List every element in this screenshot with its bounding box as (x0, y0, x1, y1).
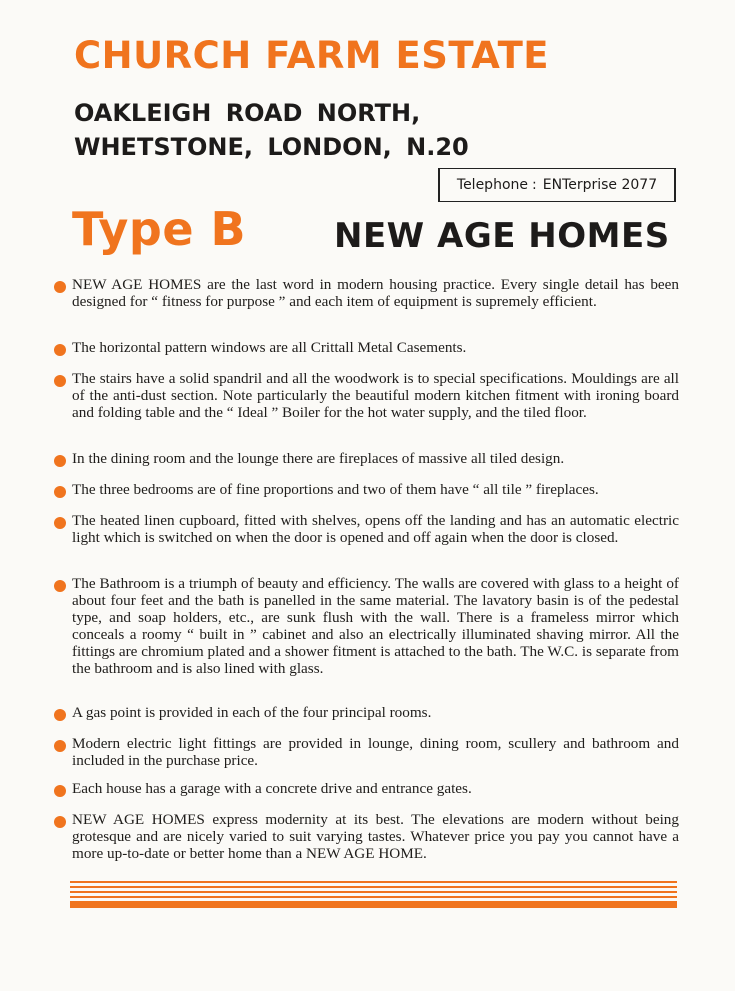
feature-text: The Bathroom is a triumph of beauty and efficiency. The walls are covered with glass to a height of about four feet and the bath is panelled in the same material. The lavatory basin is of the pedestal type, and soap holders, etc., are sunk flush with the wall. There is a frameless mirror which conceals a roomy “ built in ” cabinet and also an electrically illuminated shaving mirror. All the fittings are chromium plated and a shower fitment is attached to the bath. The W.C. is separate from the bathroom and is also lined with glass. (72, 575, 679, 677)
address-line-2: WHETSTONE, LONDON, N.20 (74, 133, 469, 161)
bullet-icon (54, 281, 66, 293)
house-type-label: Type B (72, 202, 247, 256)
rule-line-thick (70, 901, 677, 908)
bullet-icon (54, 709, 66, 721)
bullet-icon (54, 580, 66, 592)
feature-text: In the dining room and the lounge there are fireplaces of massive all tiled design. (72, 450, 565, 467)
feature-item (54, 340, 679, 357)
feature-text: The heated linen cupboard, fitted with shelves, opens off the landing and has an automatic electric light which is switched on when the door is opened and off again when the door is closed. (72, 512, 679, 546)
address-line-1: OAKLEIGH ROAD NORTH, (74, 99, 421, 127)
feature-text: The three bedrooms are of fine proportions and two of them have “ all tile ” fireplaces. (72, 481, 599, 498)
feature-text: NEW AGE HOMES are the last word in modern housing practice. Every single detail has been designed for “ fitness for purpose ” and each item of equipment is supremely efficient. (72, 276, 679, 310)
bullet-icon (54, 375, 66, 387)
feature-text: A gas point is provided in each of the four principal rooms. (72, 704, 432, 721)
feature-item (54, 576, 679, 677)
bullet-icon (54, 486, 66, 498)
telephone-number: ENTerprise 2077 (542, 177, 658, 193)
feature-item (54, 781, 679, 798)
feature-item (54, 277, 679, 311)
feature-text: The horizontal pattern windows are all Crittall Metal Casements. (72, 339, 467, 356)
feature-item (54, 812, 679, 863)
rule-line (70, 891, 677, 893)
feature-item (54, 513, 679, 547)
bullet-icon (54, 455, 66, 467)
estate-title: CHURCH FARM ESTATE (74, 34, 550, 77)
feature-text: NEW AGE HOMES express modernity at its best. The elevations are modern without being grotesque and are nicely varied to suit varying tastes. Whatever price you pay you cannot have a more up-to-date or better home than a NEW AGE HOME. (72, 811, 679, 862)
telephone-box (438, 168, 676, 202)
feature-item (54, 705, 679, 722)
feature-text: Each house has a garage with a concrete drive and entrance gates. (72, 780, 472, 797)
rule-line (70, 881, 677, 883)
feature-item (54, 736, 679, 770)
bullet-icon (54, 740, 66, 752)
rule-line (70, 896, 677, 898)
rule-line (70, 886, 677, 888)
decorative-rules (70, 881, 677, 908)
feature-item (54, 371, 679, 422)
bullet-icon (54, 785, 66, 797)
telephone-separator: : (532, 177, 537, 193)
feature-item (54, 451, 679, 468)
telephone-label: Telephone (456, 177, 528, 193)
bullet-icon (54, 517, 66, 529)
feature-item (54, 482, 679, 499)
bullet-icon (54, 816, 66, 828)
bullet-icon (54, 344, 66, 356)
feature-text: The stairs have a solid spandril and all the woodwork is to special specifications. Mouldings are all of the anti-dust section. Note particularly the beautiful modern kitchen fitment with ironing board and folding table and the “ Ideal ” Boiler for the hot water supply, and the tiled floor. (72, 370, 679, 421)
feature-text: Modern electric light fittings are provided in lounge, dining room, scullery and bathroom and included in the purchase price. (72, 735, 679, 769)
brand-heading: NEW AGE HOMES (334, 216, 670, 256)
